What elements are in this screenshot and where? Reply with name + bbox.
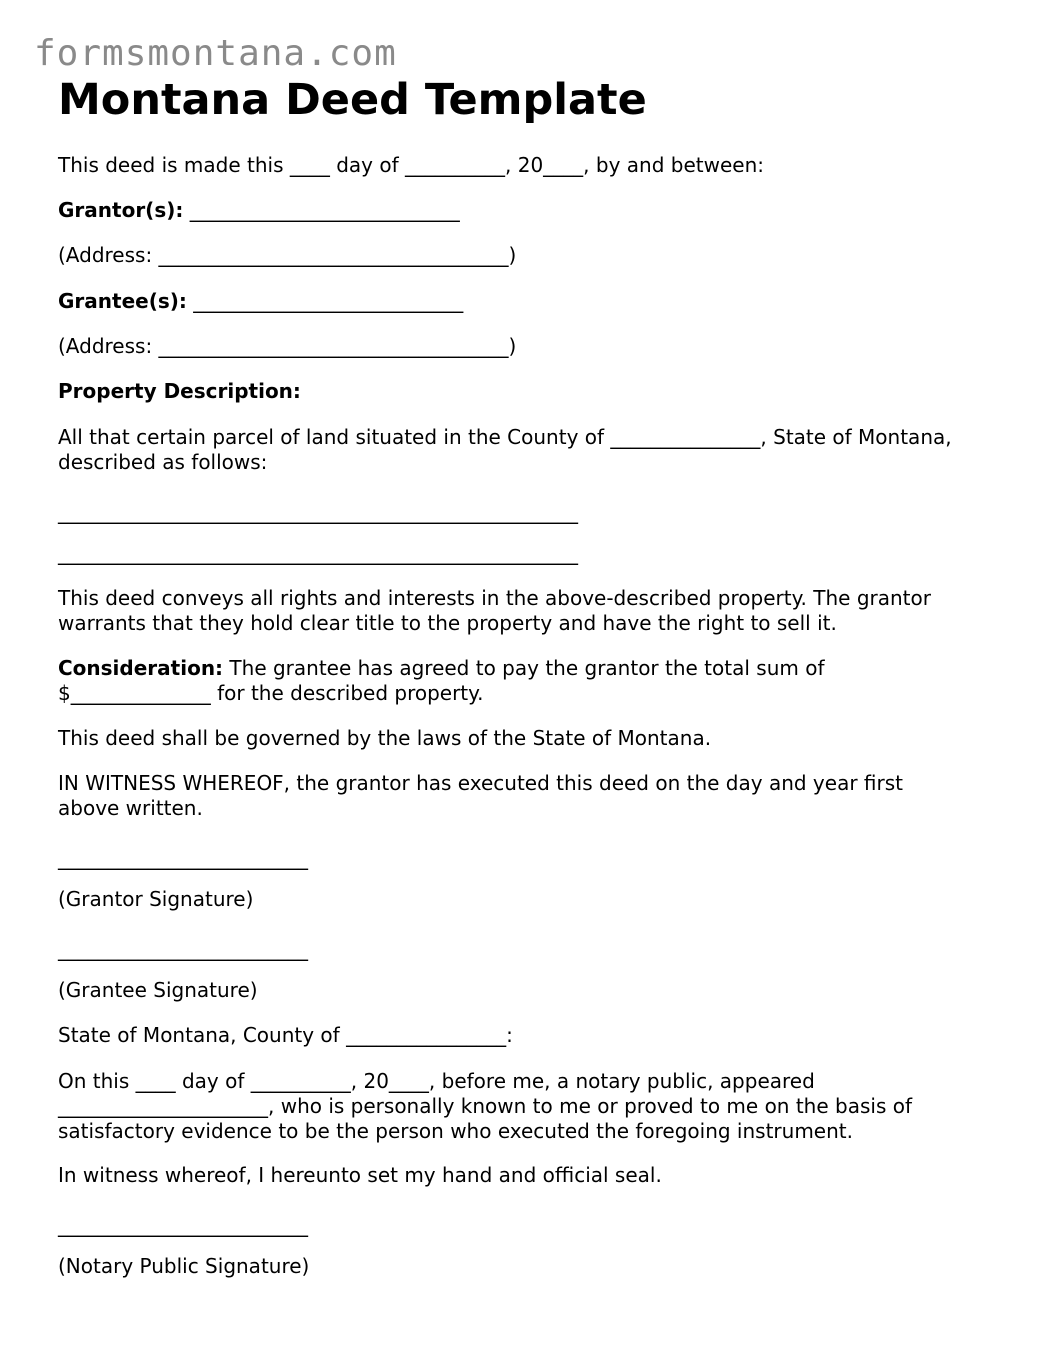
consideration-line-1 [58,656,825,681]
notary-text-line-2: _____________________, who is personally known to me or proved to me on the basis of [58,1094,912,1118]
grantor-blank: ___________________________ [189,198,460,222]
witness-text-line-2: above written. [58,796,203,820]
consideration-line-2: $______________ for the described property. [58,681,484,705]
grantor-signature-label: (Grantor Signature) [58,887,254,911]
state-county-line: State of Montana, County of ________________: [58,1023,513,1047]
property-description-heading: Property Description: [58,379,301,403]
witness-text-line-1: IN WITNESS WHEREOF, the grantor has executed this deed on the day and year first [58,771,903,795]
grantee-signature-label: (Grantee Signature) [58,978,258,1002]
consideration-text: The grantee has agreed to pay the grantor the total sum of [223,656,825,680]
intro-line: This deed is made this ____ day of __________, 20____, by and between: [58,153,764,177]
grantee-blank: ___________________________ [193,289,464,313]
notary-signature-line: _________________________ [58,1213,308,1237]
page-title: Montana Deed Template [58,75,647,125]
grantee-field [58,289,463,314]
consideration-label: Consideration: [58,656,224,680]
notary-text-line-1: On this ____ day of __________, 20____, before me, a notary public, appeared [58,1069,815,1093]
grantor-address-field: (Address: ___________________________________) [58,243,517,267]
grantor-field [58,198,460,223]
description-blank-1: ____________________________________________________ [58,500,578,524]
notary-signature-label: (Notary Public Signature) [58,1254,310,1278]
notary-text-line-3: satisfactory evidence to be the person who executed the foregoing instrument. [58,1119,853,1143]
conveys-text-line-2: warrants that they hold clear title to the property and have the right to sell it. [58,611,837,635]
grantee-label: Grantee(s): [58,289,187,313]
governing-law-text: This deed shall be governed by the laws of the State of Montana. [58,726,712,750]
grantor-label: Grantor(s): [58,198,184,222]
site-watermark: formsmontana.com [34,33,397,74]
grantee-address-field: (Address: ___________________________________) [58,334,517,358]
parcel-text-line-2: described as follows: [58,450,268,474]
description-blank-2: ____________________________________________________ [58,541,578,565]
grantee-signature-line: _________________________ [58,937,308,961]
grantor-signature-line: _________________________ [58,846,308,870]
parcel-text-line-1: All that certain parcel of land situated in the County of _______________, State of Montana, [58,425,952,449]
conveys-text-line-1: This deed conveys all rights and interests in the above-described property. The grantor [58,586,931,610]
hand-seal-text: In witness whereof, I hereunto set my hand and official seal. [58,1163,662,1187]
